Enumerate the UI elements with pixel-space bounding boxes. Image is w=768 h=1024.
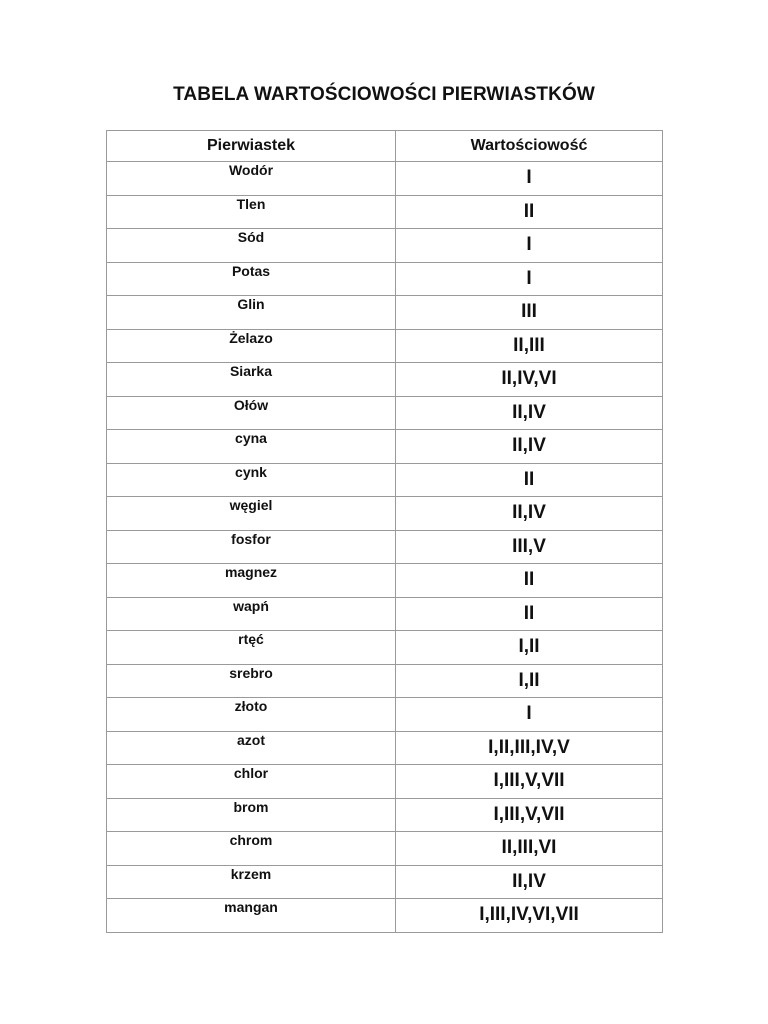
- table-row: [107, 664, 663, 698]
- element-name-cell: węgiel: [107, 497, 396, 531]
- valence-cell: I,II: [396, 664, 663, 698]
- valence-table: [106, 130, 663, 933]
- table-row: [107, 698, 663, 732]
- valence-cell: I: [396, 162, 663, 196]
- valence-cell: III,V: [396, 530, 663, 564]
- element-name-cell: azot: [107, 731, 396, 765]
- valence-cell: II,IV: [396, 497, 663, 531]
- element-name-cell: brom: [107, 798, 396, 832]
- table-row: [107, 195, 663, 229]
- table-row: [107, 329, 663, 363]
- element-name-cell: Sód: [107, 229, 396, 263]
- element-name-cell: fosfor: [107, 530, 396, 564]
- valence-cell: I,II,III,IV,V: [396, 731, 663, 765]
- valence-cell: I,III,V,VII: [396, 765, 663, 799]
- element-name-cell: chlor: [107, 765, 396, 799]
- element-name-cell: Potas: [107, 262, 396, 296]
- header-valence: Wartościowość: [396, 131, 663, 162]
- valence-cell: II: [396, 597, 663, 631]
- element-name-cell: Wodór: [107, 162, 396, 196]
- table-body: [107, 162, 663, 933]
- table-row: [107, 430, 663, 464]
- table-header-row: [107, 131, 663, 162]
- page-title: TABELA WARTOŚCIOWOŚCI PIERWIASTKÓW: [173, 84, 595, 105]
- valence-cell: II,IV: [396, 396, 663, 430]
- table-row: [107, 497, 663, 531]
- table-row: [107, 865, 663, 899]
- element-name-cell: Żelazo: [107, 329, 396, 363]
- table-row: [107, 731, 663, 765]
- table-row: [107, 564, 663, 598]
- table-row: [107, 296, 663, 330]
- element-name-cell: magnez: [107, 564, 396, 598]
- table-row: [107, 597, 663, 631]
- valence-cell: II,IV,VI: [396, 363, 663, 397]
- valence-cell: II: [396, 195, 663, 229]
- valence-cell: I,III,V,VII: [396, 798, 663, 832]
- element-name-cell: krzem: [107, 865, 396, 899]
- element-name-cell: złoto: [107, 698, 396, 732]
- table-row: [107, 396, 663, 430]
- valence-cell: II,III,VI: [396, 832, 663, 866]
- element-name-cell: chrom: [107, 832, 396, 866]
- table-row: [107, 229, 663, 263]
- valence-cell: II,III: [396, 329, 663, 363]
- table-row: [107, 631, 663, 665]
- table-row: [107, 463, 663, 497]
- element-name-cell: Glin: [107, 296, 396, 330]
- element-name-cell: Siarka: [107, 363, 396, 397]
- element-name-cell: cyna: [107, 430, 396, 464]
- element-name-cell: cynk: [107, 463, 396, 497]
- element-name-cell: Tlen: [107, 195, 396, 229]
- element-name-cell: wapń: [107, 597, 396, 631]
- table-row: [107, 798, 663, 832]
- valence-cell: I,II: [396, 631, 663, 665]
- table-row: [107, 262, 663, 296]
- element-name-cell: srebro: [107, 664, 396, 698]
- valence-cell: II,IV: [396, 865, 663, 899]
- valence-cell: II,IV: [396, 430, 663, 464]
- element-name-cell: rtęć: [107, 631, 396, 665]
- element-name-cell: Ołów: [107, 396, 396, 430]
- table-row: [107, 530, 663, 564]
- valence-cell: I,III,IV,VI,VII: [396, 899, 663, 933]
- valence-cell: I: [396, 229, 663, 263]
- table-row: [107, 162, 663, 196]
- table-row: [107, 899, 663, 933]
- valence-cell: II: [396, 463, 663, 497]
- table-row: [107, 363, 663, 397]
- table-row: [107, 765, 663, 799]
- header-element: Pierwiastek: [107, 131, 396, 162]
- table-row: [107, 832, 663, 866]
- valence-cell: III: [396, 296, 663, 330]
- valence-cell: II: [396, 564, 663, 598]
- valence-cell: I: [396, 262, 663, 296]
- element-name-cell: mangan: [107, 899, 396, 933]
- valence-cell: I: [396, 698, 663, 732]
